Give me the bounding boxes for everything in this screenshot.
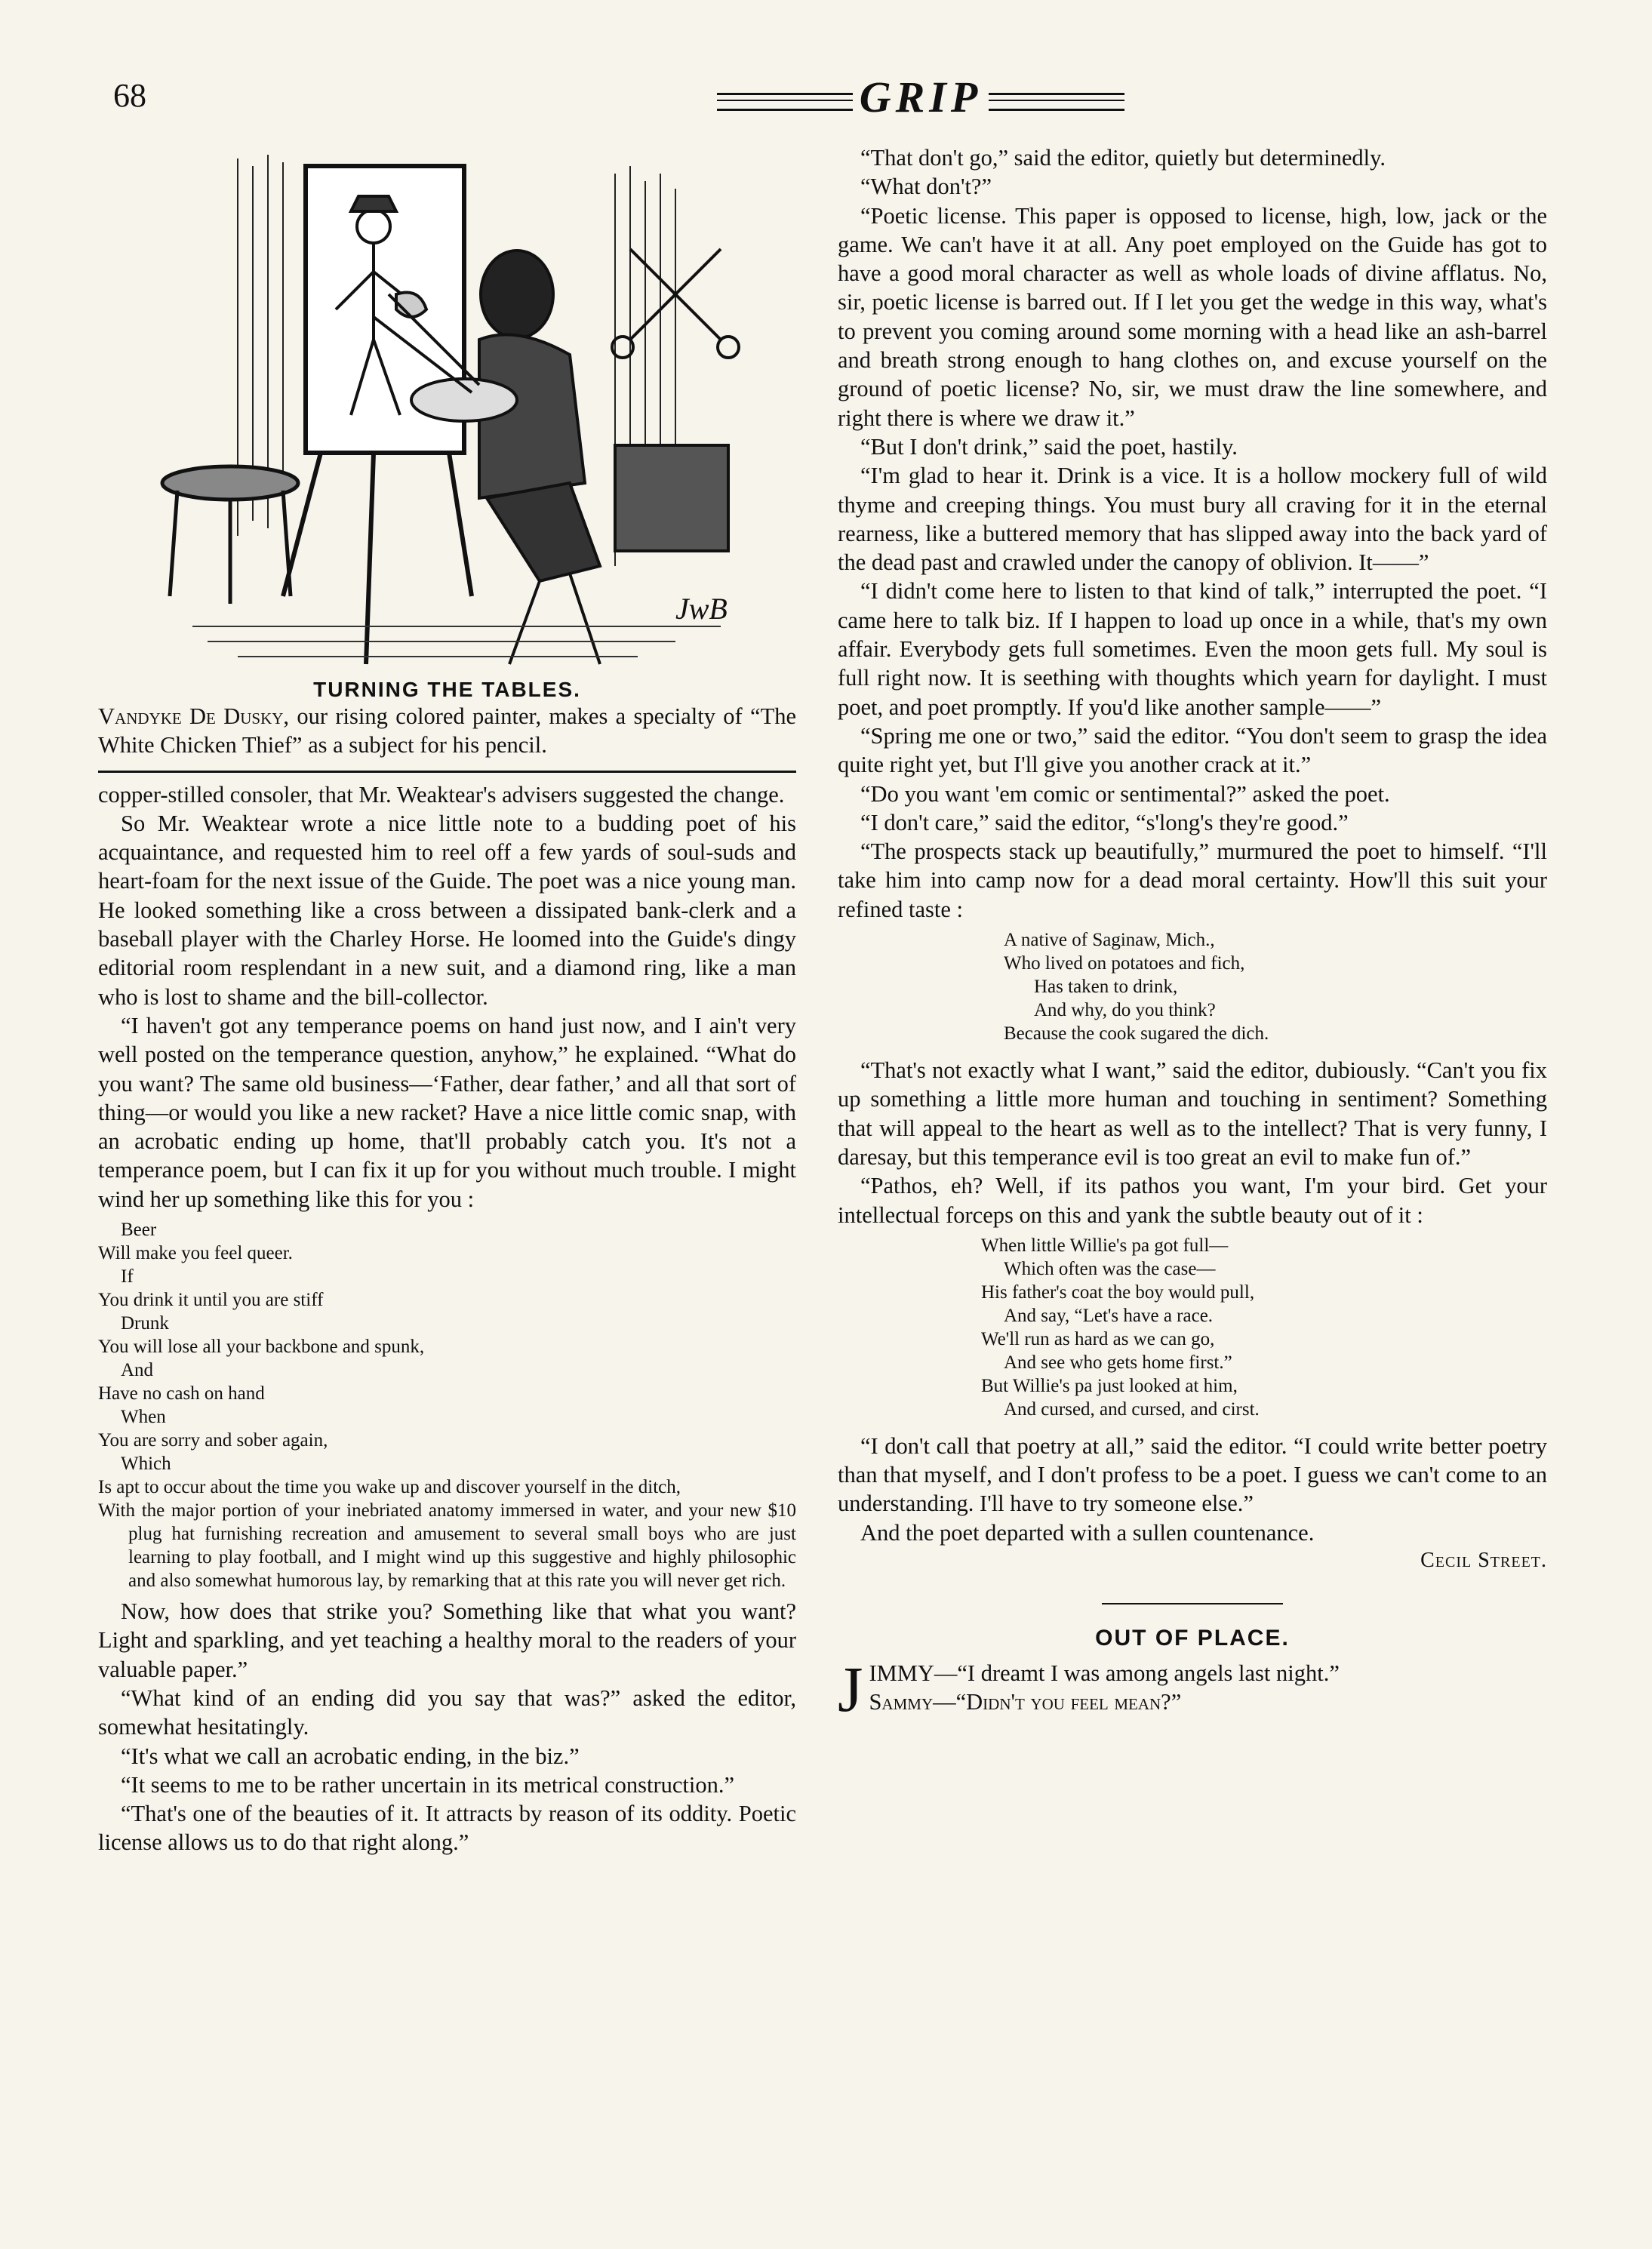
verse-line: Who lived on potatoes and fich, (1004, 953, 1245, 974)
page-header (113, 72, 1540, 132)
verse-line: And why, do you think? (1034, 1000, 1216, 1021)
paragraph: So Mr. Weaktear wrote a nice little note to a budding poet of his acquaintance, and requested him to reel off a few yards of soul-suds and heart-foam for the next issue of the Guide. The poet was a nice young man. He looked something like a cross between a dissipated bank-clerk and a baseball player with the Charley Horse. He loomed into the Guide's dingy editorial room resplendant in a new suit, and a diamond ring, like a man who is lost to shame and the bill-collector. (98, 810, 796, 1010)
paragraph: “I didn't come here to listen to that kind of talk,” interrupted the poet. “I came here to talk biz. If I happen to load up once in a while, that's my own affair. Everybody gets full sometimes. Even the moon gets full. My soul is full right now. It is seething with thoughts which yearn for daylight. I must poet, and poet promptly. If you'd like another sample——” (838, 578, 1547, 720)
verse-line: Because the cook sugared the dich. (1004, 1023, 1269, 1045)
paragraph: “The prospects stack up beautifully,” murmured the poet to himself. “I'll take him into camp now for a dead moral certainty. How'll this suit your refined taste : (838, 838, 1547, 922)
paragraph: “What kind of an ending did you say that was?” asked the editor, somewhat hesitatingly. (98, 1684, 796, 1740)
verse-line: And (121, 1360, 154, 1381)
paragraph: “Pathos, eh? Well, if its pathos you want, I'm your bird. Get your intellectual forceps on this and yank the subtle beauty out of it : (838, 1173, 1547, 1228)
paragraph: “Do you want 'em comic or sentimental?” asked the poet. (860, 780, 1390, 807)
page-number: 68 (113, 77, 146, 114)
drop-cap: J (838, 1652, 863, 1725)
verse-line: Have no cash on hand (98, 1383, 265, 1404)
verse-line: Drunk (121, 1313, 169, 1334)
paragraph: “Spring me one or two,” said the editor. “You don't seem to grasp the idea quite right yet, but I'll give you another crack at it.” (838, 722, 1547, 778)
left-column (98, 143, 796, 1857)
verse-line: But Willie's pa just looked at him, (981, 1375, 1238, 1396)
masthead-rule-right (989, 93, 1124, 111)
verse-line: Which often was the case— (1004, 1258, 1216, 1279)
paragraph: And the poet departed with a sullen countenance. (860, 1519, 1315, 1546)
paragraph: “It's what we call an acrobatic ending, in the biz.” (121, 1743, 580, 1769)
paragraph: “That's one of the beauties of it. It attracts by reason of its oddity. Poetic license allows us to do that right along.” (98, 1801, 796, 1856)
verse-line: You drink it until you are stiff (98, 1290, 324, 1311)
section-title: OUT OF PLACE. (1095, 1625, 1290, 1651)
caption-title: TURNING THE TABLES. (313, 678, 581, 701)
paragraph: copper-stilled consoler, that Mr. Weaktear's advisers suggested the change. (98, 781, 785, 808)
paragraph: “But I don't drink,” said the poet, hastily. (860, 433, 1238, 460)
masthead-rule-left (717, 93, 853, 111)
verse-line: Is apt to occur about the time you wake up and discover yourself in the ditch, (98, 1477, 681, 1498)
masthead-title: GRIP (859, 72, 983, 122)
joke-line: Sammy—“Didn't you feel mean?” (869, 1688, 1182, 1715)
paragraph: “What don't?” (860, 174, 992, 200)
paragraph: “Poetic license. This paper is opposed to license, high, low, jack or the game. We can't have it at all. Any poet employed on the Guide has got to have a good moral character as well as whole loads of divine afflatus. No, sir, poetic license is barred out. If I let you get the wedge in this way, what's to prevent you coming around some morning with a head like an ash-barrel and breath strong enough to hang clothes on, and excuse yourself on the ground of poetic license? No, sir, we must draw the line somewhere, and right there is where we draw it.” (838, 202, 1547, 431)
paragraph: “I don't care,” said the editor, “s'long's they're good.” (860, 809, 1349, 835)
paragraph: “I don't call that poetry at all,” said the editor. “I could write better poetry than that myself, and I don't profess to be a poet. I guess we can't come to an understanding. I'll have to try someone else.” (838, 1432, 1547, 1517)
paragraph: “I haven't got any temperance poems on hand just now, and I ain't very well posted on the temperance question, anyhow,” he explained. “What do you want? The same old business—‘Father, dear father,’ and all that sort of thing—or would you like a new racket? Have a nice little comic snap, with an acrobatic ending up home, that'll probably catch you. It's not a temperance poem, but I can fix it up for you without much trouble. I might wind her up something like this for you : (98, 1012, 796, 1212)
painter-engraving-icon (147, 143, 766, 672)
verse-line: We'll run as hard as we can go, (981, 1328, 1215, 1349)
illustration (147, 143, 766, 672)
verse-line: You will lose all your backbone and spunk, (98, 1337, 425, 1358)
verse-line: His father's coat the boy would pull, (981, 1281, 1255, 1303)
verse-line: If (121, 1266, 134, 1288)
paragraph: “I'm glad to hear it. Drink is a vice. It is a hollow mockery full of wild thyme and creeping things. You must bury all craving for it in the eternal rearness, like a buttered memory that has slipped away into the back yard of the dead past and crawled under the canopy of oblivion. It——” (838, 463, 1547, 576)
caption-body: , our rising colored painter, makes a specialty of “The White Chicken Thief” as a subject for his pencil. (98, 703, 796, 758)
verse-line: Has taken to drink, (1034, 977, 1178, 998)
limerick-poem (1004, 928, 1547, 1045)
joke-paragraph (838, 1652, 1547, 1725)
paragraph: “That's not exactly what I want,” said the editor, dubiously. “Can't you fix up something a little more human and touching in sentiment? Something that will appeal to the heart as well as to the intellect? That is very funny, I daresay, but this temperance evil is too great an evil to make fun of.” (838, 1057, 1547, 1170)
verse-line: With the major portion of your inebriated anatomy immersed in water, and your new $10 plug hat furnishing recreation and amusement to several small boys who are just learning to play football, and I might wind up this suggestive and highly philosophic and also somewhat humorous lay, by remarking that at this rate you will never get rich. (98, 1500, 796, 1592)
section-divider (1102, 1603, 1283, 1604)
acrobatic-verse (98, 1218, 796, 1592)
verse-line: Which (121, 1454, 171, 1475)
verse-line: You are sorry and sober again, (98, 1430, 328, 1451)
pathos-poem (981, 1234, 1547, 1421)
paragraph: “It seems to me to be rather uncertain in its metrical construction.” (121, 1771, 735, 1798)
verse-line: A native of Saginaw, Mich., (1004, 930, 1215, 951)
masthead (717, 72, 1124, 132)
paragraph: “That don't go,” said the editor, quietly but determinedly. (860, 145, 1386, 171)
right-column (838, 143, 1547, 1725)
artist-signature: JwB (675, 592, 728, 626)
verse-line: Will make you feel queer. (98, 1243, 293, 1264)
verse-line: When little Willie's pa got full— (981, 1235, 1229, 1256)
verse-line: And say, “Let's have a race. (1004, 1305, 1214, 1326)
verse-line: And see who gets home first.” (1004, 1352, 1232, 1373)
author-signature: Cecil Street. (1420, 1548, 1547, 1572)
caption-rule (98, 771, 796, 773)
caption-text (98, 702, 796, 760)
caption-name: Vandyke De Dusky (98, 703, 284, 729)
verse-line: When (121, 1407, 166, 1428)
verse-line: And cursed, and cursed, and cirst. (1004, 1398, 1260, 1420)
verse-line: Beer (121, 1220, 157, 1241)
paragraph: Now, how does that strike you? Something like that what you want? Light and sparkling, and yet teaching a healthy moral to the readers of your valuable paper.” (98, 1598, 796, 1682)
joke-line: IMMY—“I dreamt I was among angels last night.” (869, 1660, 1340, 1686)
